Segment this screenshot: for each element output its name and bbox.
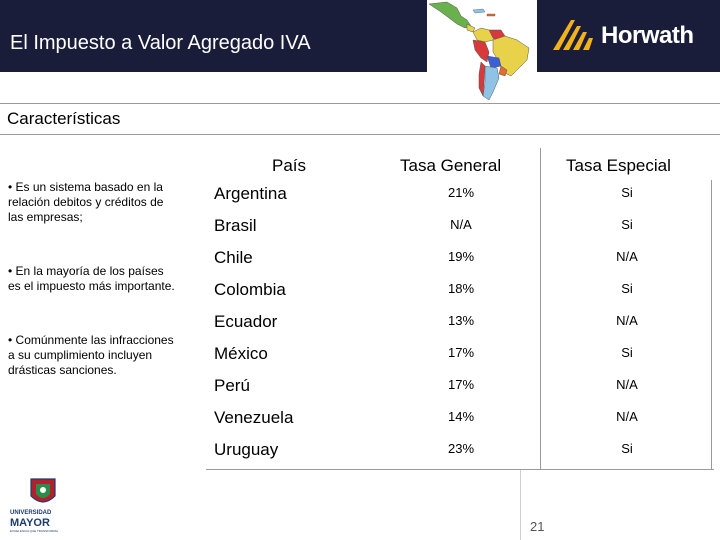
vat-rates-table — [206, 148, 714, 470]
header-country: País — [272, 156, 307, 175]
bullet-line: relación debitos y créditos de — [8, 195, 164, 209]
general-rate-cell: 17% — [447, 345, 475, 360]
table-row — [206, 406, 714, 438]
table-row — [206, 246, 714, 278]
special-rate-cell: N/A — [616, 377, 638, 392]
bullet-point — [8, 180, 163, 225]
bullet-line: • En la mayoría de los países — [8, 264, 164, 278]
table-row — [206, 342, 714, 374]
special-rate-cell: N/A — [616, 249, 638, 264]
general-rate-cell: 13% — [447, 313, 475, 328]
table-row — [206, 438, 714, 470]
general-rate-cell: 19% — [447, 249, 475, 264]
country-cell: Colombia — [214, 280, 286, 299]
horwath-logo — [551, 18, 711, 54]
special-rate-cell: N/A — [616, 313, 638, 328]
divider — [0, 103, 720, 104]
country-cell: Brasil — [214, 216, 257, 235]
country-cell: Ecuador — [214, 312, 278, 331]
general-rate-cell: 21% — [447, 185, 475, 200]
bullet-point — [8, 333, 174, 378]
brand-band — [537, 0, 720, 72]
bullet-line: • Es un sistema basado en la — [8, 180, 163, 194]
bullet-point — [8, 264, 175, 294]
special-rate-cell: Si — [621, 345, 633, 360]
university-shield-icon — [30, 478, 56, 508]
divider — [0, 134, 720, 135]
table-row — [206, 214, 714, 246]
country-cell: México — [214, 344, 268, 363]
table-row — [206, 374, 714, 406]
bullet-line: drásticas sanciones. — [8, 363, 117, 377]
table-row — [206, 310, 714, 342]
university-name: MAYOR — [10, 517, 50, 529]
country-cell: Perú — [214, 376, 250, 395]
table-row — [206, 182, 714, 214]
horwath-mark-icon — [551, 18, 595, 52]
country-cell: Uruguay — [214, 440, 279, 459]
universidad-mayor-logo — [6, 474, 86, 534]
latin-america-map-image — [427, 0, 537, 105]
country-cell: Venezuela — [214, 408, 294, 427]
table-bottom-border — [206, 469, 714, 470]
slide-header — [0, 0, 720, 72]
special-rate-cell: N/A — [616, 409, 638, 424]
country-cell: Argentina — [214, 184, 287, 203]
bullet-line: a su cumplimiento incluyen — [8, 348, 153, 362]
bullet-line: es el impuesto más importante. — [8, 279, 175, 293]
special-rate-cell: Si — [621, 217, 633, 232]
map-icon — [427, 0, 537, 105]
country-cell: Chile — [214, 248, 253, 267]
footer-divider — [520, 470, 521, 540]
special-rate-cell: Si — [621, 281, 633, 296]
university-label: UNIVERSIDAD — [10, 510, 52, 516]
special-rate-cell: Si — [621, 441, 633, 456]
slide-title: El Impuesto a Valor Agregado IVA — [10, 32, 311, 54]
header-title-band — [0, 0, 427, 72]
header-special-rate: Tasa Especial — [566, 156, 671, 175]
university-tagline: EXCELENCIA QUE TRANSFORMA — [10, 529, 58, 533]
general-rate-cell: 18% — [447, 281, 475, 296]
special-rate-cell: Si — [621, 185, 633, 200]
general-rate-cell: 14% — [447, 409, 475, 424]
page-number: 21 — [530, 519, 545, 534]
header-general-rate: Tasa General — [400, 156, 502, 175]
general-rate-cell: 23% — [447, 441, 475, 456]
general-rate-cell: N/A — [450, 217, 472, 232]
brand-name: Horwath — [601, 22, 694, 49]
table-row — [206, 278, 714, 310]
general-rate-cell: 17% — [447, 377, 475, 392]
bullet-line: • Comúnmente las infracciones — [8, 333, 174, 347]
bullet-line: las empresas; — [8, 210, 83, 224]
section-subtitle: Características — [7, 109, 121, 128]
